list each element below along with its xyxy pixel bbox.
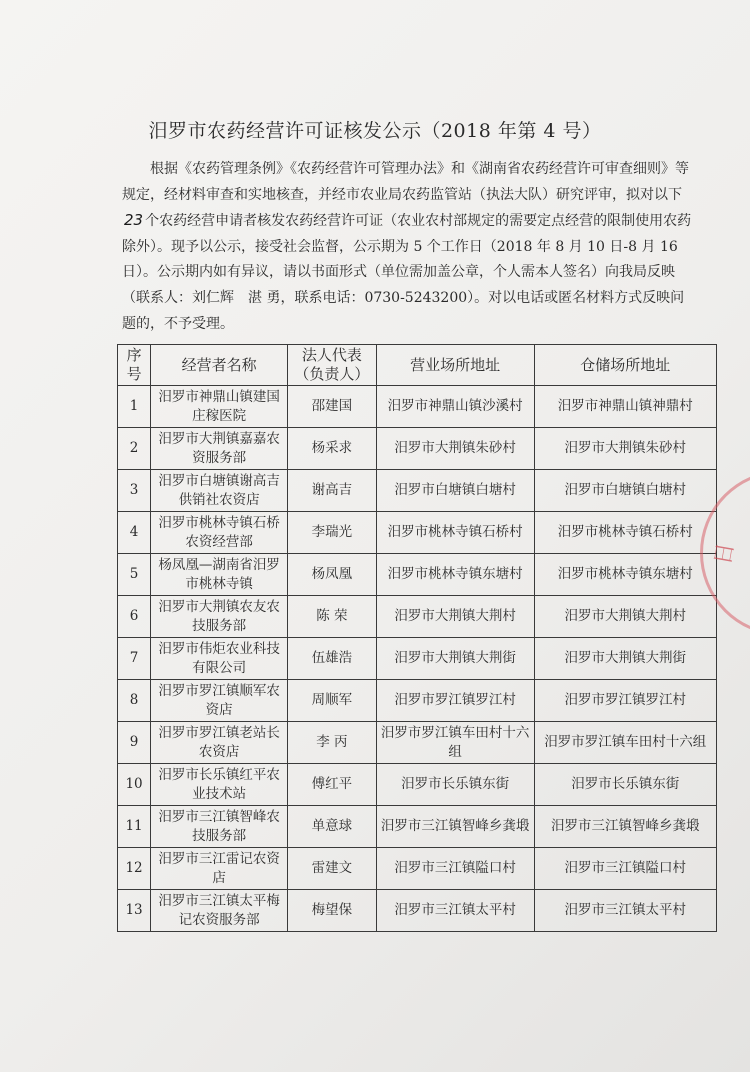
table-row	[118, 848, 717, 890]
cell-no: 7	[118, 638, 151, 680]
cell-rep: 李瑞光	[288, 512, 376, 554]
cell-no: 5	[118, 554, 151, 596]
cell-business: 汨罗市白塘镇白塘村	[376, 470, 534, 512]
cell-business: 汨罗市长乐镇东街	[376, 764, 534, 806]
cell-rep: 李 丙	[288, 722, 376, 764]
cell-storage: 汨罗市罗江镇罗江村	[534, 680, 716, 722]
paragraph-part1: 根据《农药管理条例》《农药经营许可管理办法》和《湖南省农药经营许可审查细则》等规定，经材料审查和实地核查，并经市农业局农药监管站（执法大队）研究评审，拟对以下	[122, 161, 689, 203]
table-row	[118, 386, 717, 428]
cell-name: 汨罗市罗江镇老站长农资店	[151, 722, 288, 764]
cell-storage: 汨罗市三江镇智峰乡龚塅	[534, 806, 716, 848]
header-name: 经营者名称	[151, 345, 288, 386]
license-table	[117, 344, 717, 932]
cell-business: 汨罗市桃林寺镇东塘村	[376, 554, 534, 596]
table-row	[118, 890, 717, 932]
cell-no: 12	[118, 848, 151, 890]
header-rep: 法人代表（负责人）	[288, 345, 376, 386]
cell-name: 汨罗市三江镇智峰农技服务部	[151, 806, 288, 848]
table-row	[118, 554, 717, 596]
cell-no: 3	[118, 470, 151, 512]
cell-no: 4	[118, 512, 151, 554]
cell-no: 2	[118, 428, 151, 470]
cell-no: 1	[118, 386, 151, 428]
table-row	[118, 470, 717, 512]
cell-business: 汨罗市罗江镇罗江村	[376, 680, 534, 722]
cell-business: 汨罗市罗江镇车田村十六组	[376, 722, 534, 764]
cell-rep: 伍雄浩	[288, 638, 376, 680]
cell-storage: 汨罗市神鼎山镇神鼎村	[534, 386, 716, 428]
cell-rep: 陈 荣	[288, 596, 376, 638]
cell-rep: 杨凤凰	[288, 554, 376, 596]
header-business-address: 营业场所地址	[376, 345, 534, 386]
cell-business: 汨罗市三江镇隘口村	[376, 848, 534, 890]
cell-business: 汨罗市三江镇智峰乡龚塅	[376, 806, 534, 848]
cell-rep: 雷建文	[288, 848, 376, 890]
table-header-row	[118, 345, 717, 386]
cell-name: 汨罗市桃林寺镇石桥农资经营部	[151, 512, 288, 554]
cell-no: 13	[118, 890, 151, 932]
cell-name: 杨凤凰—湖南省汨罗市桃林寺镇	[151, 554, 288, 596]
cell-no: 10	[118, 764, 151, 806]
table-row	[118, 722, 717, 764]
cell-storage: 汨罗市三江镇太平村	[534, 890, 716, 932]
cell-storage: 汨罗市大荆镇大荆村	[534, 596, 716, 638]
cell-no: 8	[118, 680, 151, 722]
cell-business: 汨罗市大荆镇朱砂村	[376, 428, 534, 470]
cell-rep: 杨采求	[288, 428, 376, 470]
cell-rep: 周顺军	[288, 680, 376, 722]
cell-business: 汨罗市三江镇太平村	[376, 890, 534, 932]
seal-text: 日	[710, 540, 740, 567]
cell-rep: 单意球	[288, 806, 376, 848]
cell-storage: 汨罗市桃林寺镇石桥村	[534, 512, 716, 554]
table-row	[118, 428, 717, 470]
cell-storage: 汨罗市大荆镇朱砂村	[534, 428, 716, 470]
paragraph-part2: 个农药经营申请者核发农药经营许可证（农业农村部规定的需要定点经营的限制使用农药除外）。现予以公示，接受社会监督，公示期为 5 个工作日（2018 年 8 月 10 日-8 月 16 日）。公示期内如有异议，请以书面形式（单位需加盖公章，个人需本人签名）向我局反映（联系人：刘仁辉 湛 勇，联系电话：0730-5243200）。对以电话或匿名材料方式反映问题的，不予受理。	[122, 213, 692, 332]
cell-name: 汨罗市长乐镇红平农业技术站	[151, 764, 288, 806]
announcement-paragraph	[122, 157, 697, 337]
table-row	[118, 806, 717, 848]
cell-name: 汨罗市白塘镇谢高吉供销社农资店	[151, 470, 288, 512]
handwritten-count: 23	[124, 211, 144, 230]
cell-name: 汨罗市伟炬农业科技有限公司	[151, 638, 288, 680]
cell-storage: 汨罗市白塘镇白塘村	[534, 470, 716, 512]
cell-rep: 傅红平	[288, 764, 376, 806]
cell-name: 汨罗市大荆镇嘉嘉农资服务部	[151, 428, 288, 470]
table-row	[118, 638, 717, 680]
cell-business: 汨罗市桃林寺镇石桥村	[376, 512, 534, 554]
table-row	[118, 512, 717, 554]
cell-name: 汨罗市三江雷记农资店	[151, 848, 288, 890]
cell-storage: 汨罗市罗江镇车田村十六组	[534, 722, 716, 764]
cell-business: 汨罗市大荆镇大荆街	[376, 638, 534, 680]
header-storage-address: 仓储场所地址	[534, 345, 716, 386]
cell-name: 汨罗市大荆镇农友农技服务部	[151, 596, 288, 638]
cell-rep: 梅望保	[288, 890, 376, 932]
header-no: 序号	[118, 345, 151, 386]
table-row	[118, 764, 717, 806]
cell-name: 汨罗市罗江镇顺军农资店	[151, 680, 288, 722]
cell-business: 汨罗市大荆镇大荆村	[376, 596, 534, 638]
table-row	[118, 680, 717, 722]
cell-storage: 汨罗市桃林寺镇东塘村	[534, 554, 716, 596]
cell-rep: 谢高吉	[288, 470, 376, 512]
cell-storage: 汨罗市三江镇隘口村	[534, 848, 716, 890]
cell-no: 6	[118, 596, 151, 638]
table-row	[118, 596, 717, 638]
cell-no: 11	[118, 806, 151, 848]
cell-storage: 汨罗市长乐镇东街	[534, 764, 716, 806]
cell-no: 9	[118, 722, 151, 764]
cell-storage: 汨罗市大荆镇大荆街	[534, 638, 716, 680]
cell-rep: 邵建国	[288, 386, 376, 428]
cell-name: 汨罗市三江镇太平梅记农资服务部	[151, 890, 288, 932]
cell-business: 汨罗市神鼎山镇沙溪村	[376, 386, 534, 428]
document-title: 汨罗市农药经营许可证核发公示（2018 年第 4 号）	[148, 120, 602, 142]
cell-name: 汨罗市神鼎山镇建国庄稼医院	[151, 386, 288, 428]
